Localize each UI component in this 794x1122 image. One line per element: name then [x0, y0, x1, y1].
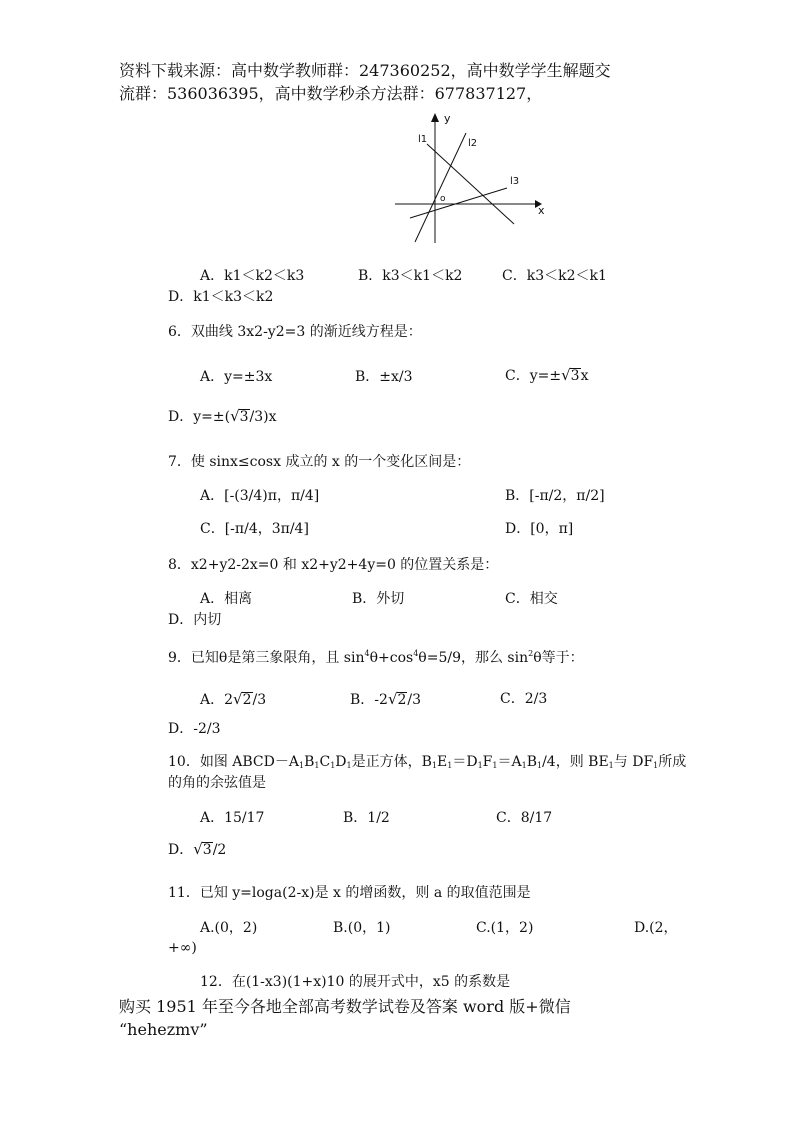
q11-option-a: A.(0，2): [200, 920, 258, 936]
q10-option-c: C．8/17: [496, 810, 553, 826]
q6-stem: 6．双曲线 3x2-y2=3 的渐近线方程是：: [168, 324, 422, 340]
q7-option-b: B．[-π/2，π/2]: [505, 488, 605, 504]
q10-stem-line-2: 的角的余弦值是: [168, 775, 266, 791]
header-line-2: 流群：536036395，高中数学秒杀方法群：677837127，: [119, 84, 543, 103]
q11-option-d-cont: +∞): [168, 940, 197, 956]
l1-label: l1: [418, 134, 428, 145]
q10-option-b: B．1/2: [343, 810, 390, 826]
q7-option-c: C．[-π/4，3π/4]: [200, 521, 309, 537]
q9-option-d: D．-2/3: [168, 721, 221, 737]
q7-option-d: D．[0，π]: [505, 521, 574, 537]
y-axis-arrow: [431, 113, 439, 122]
q6-option-d: D．y=±(√3/3)x: [168, 407, 277, 425]
q8-option-d: D．内切: [168, 612, 222, 628]
q10-stem: 10．如图 $ABCD-A_1B_1C_1D_1$是正方体，$B_1E_1=D_1F_1=A_1B_1/4$，则 $BE_1$与 $DF_1$所成: [168, 754, 687, 770]
q12-stem: 12．在(1-x3)(1+x)10 的展开式中，x5 的系数是: [200, 974, 511, 990]
q7-option-a: A．[-(3/4)π，π/4]: [200, 488, 320, 504]
line-l1: [427, 144, 514, 224]
q5-option-d: D．k1＜k3＜k2: [168, 289, 274, 305]
q6-option-a: A．y=±3x: [200, 369, 273, 385]
line-l2: [415, 133, 466, 242]
q10-option-d: D．√3/2: [168, 840, 227, 858]
q6-option-b: B．±x/3: [355, 369, 413, 385]
q9-stem: 9．已知θ是第三象限角，且 $\sin^4\theta+\cos^4\theta=5/9$，那么 $\sin^2\theta$等于：: [168, 649, 584, 666]
x-label: x: [538, 204, 545, 217]
q11-option-b: B.(0，1): [333, 920, 391, 936]
q8-option-a: A．相离: [200, 591, 253, 607]
header-line-1: 资料下载来源：高中数学教师群：247360252，高中数学学生解题交: [119, 61, 611, 80]
q8-option-c: C．相交: [505, 591, 558, 607]
q9-option-c: C．2/3: [500, 691, 548, 707]
y-label: y: [444, 112, 451, 125]
q7-stem: 7．使 sinx≤cosx 成立的 x 的一个变化区间是：: [168, 454, 471, 470]
q11-option-d: D.(2，: [634, 920, 678, 936]
q5-option-b: B．k3＜k1＜k2: [358, 268, 463, 284]
q11-option-c: C.(1，2): [476, 920, 534, 936]
q5-option-c: C．k3＜k2＜k1: [502, 268, 607, 284]
q9-option-a: A．2√2/3: [200, 690, 267, 708]
l3-label: l3: [510, 176, 520, 187]
origin-label: o: [440, 194, 446, 204]
lines-figure: [390, 108, 560, 248]
line-l3: [410, 188, 507, 218]
q11-stem: 11．已知 y=loga(2-x)是 x 的增函数，则 a 的取值范围是: [168, 885, 531, 901]
q6-option-c: C．y=±√3x: [505, 366, 589, 384]
q5-option-a: A．k1＜k2＜k3: [200, 268, 305, 284]
q10-option-a: A．15/17: [200, 810, 265, 826]
l2-label: l2: [468, 138, 478, 149]
q8-option-b: B．外切: [352, 591, 405, 607]
q8-stem: 8．x2+y2-2x=0 和 x2+y2+4y=0 的位置关系是：: [168, 557, 499, 573]
footer-line-2: “hehezmv”: [119, 1020, 208, 1039]
footer-line-1: 购买 1951 年至今各地全部高考数学试卷及答案 word 版+微信: [119, 997, 571, 1016]
q9-option-b: B．-2√2/3: [350, 690, 422, 708]
